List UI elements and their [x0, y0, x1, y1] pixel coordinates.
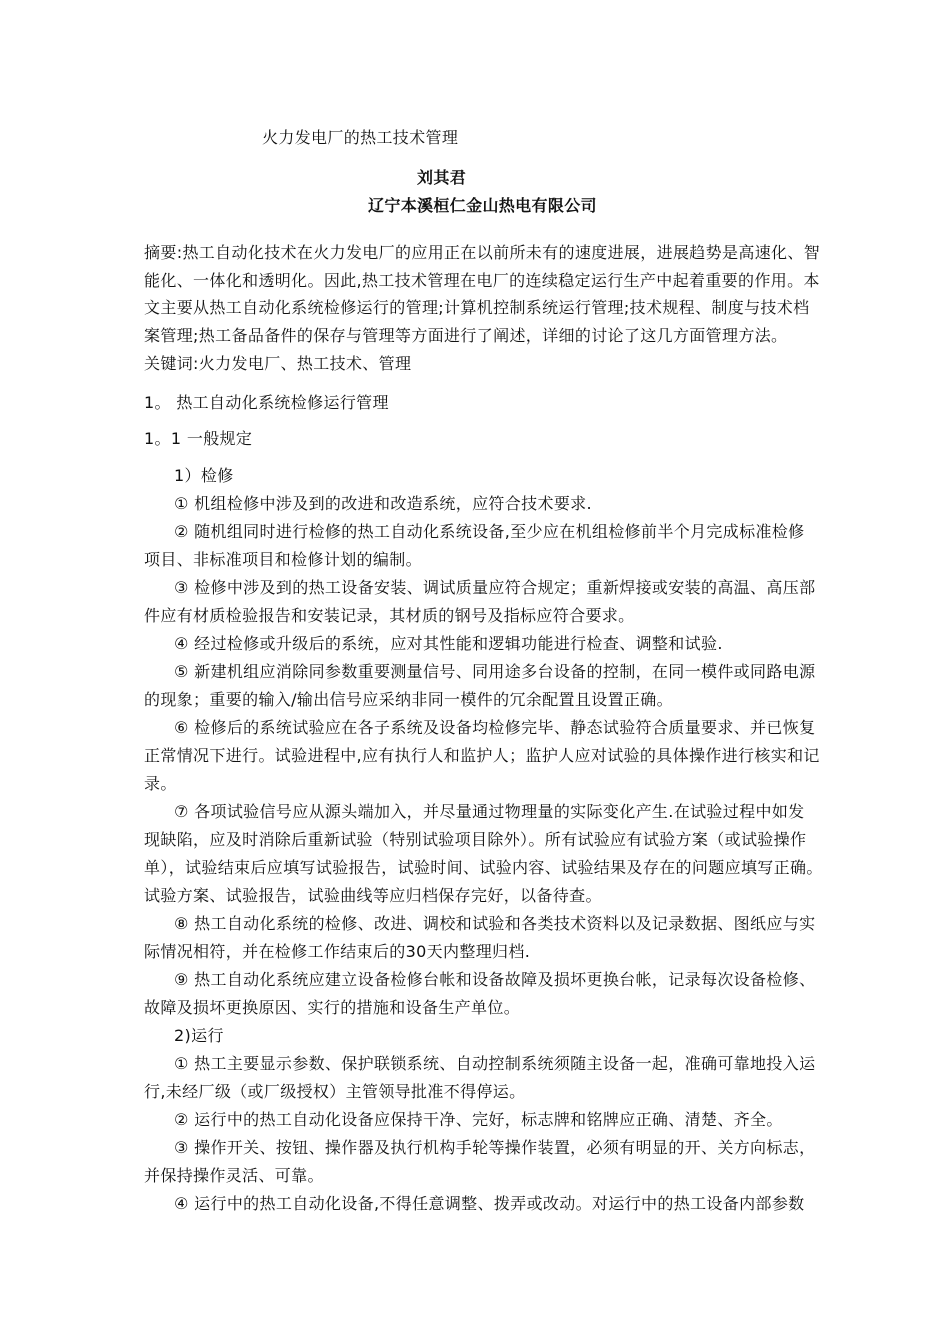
organization-name: 辽宁本溪桓仁金山热电有限公司: [368, 196, 597, 215]
body-line: 单），试验结束后应填写试验报告，试验时间、试验内容、试验结果及存在的问题应填写正确。: [144, 858, 823, 877]
body-line: ④ 运行中的热工自动化设备,不得任意调整、拨弄或改动。对运行中的热工设备内部参数: [174, 1194, 805, 1213]
body-line: ④ 经过检修或升级后的系统，应对其性能和逻辑功能进行检查、调整和试验.: [174, 634, 723, 653]
body-line: 的现象；重要的输入/输出信号应采纳非同一模件的冗余配置且设置正确。: [144, 690, 673, 709]
body-line: ① 机组检修中涉及到的改进和改造系统，应符合技术要求.: [174, 494, 592, 513]
body-line: ② 运行中的热工自动化设备应保持干净、完好，标志牌和铭牌应正确、清楚、齐全。: [174, 1110, 783, 1129]
abstract-line: 案管理;热工备品备件的保存与管理等方面进行了阐述，详细的讨论了这几方面管理方法。: [144, 326, 788, 345]
abstract-line: 摘要:热工自动化技术在火力发电厂的应用正在以前所未有的速度进展，进展趋势是高速化、智: [144, 243, 821, 262]
body-line: 现缺陷，应及时消除后重新试验（特别试验项目除外）。所有试验应有试验方案（或试验操作: [144, 830, 807, 849]
body-line: 并保持操作灵活、可靠。: [144, 1166, 324, 1185]
body-line: 故障及损坏更换原因、实行的措施和设备生产单位。: [144, 998, 521, 1017]
body-line: 正常情况下进行。试验进程中,应有执行人和监护人；监护人应对试验的具体操作进行核实和记: [144, 746, 820, 765]
document-title: 火力发电厂的热工技术管理: [262, 128, 459, 147]
author-name: 刘其君: [417, 168, 467, 187]
abstract-line: 文主要从热工自动化系统检修运行的管理;计算机控制系统运行管理;技术规程、制度与技术档: [144, 298, 810, 317]
body-line: 试验方案、试验报告，试验曲线等应归档保存完好，以备待查。: [144, 886, 602, 905]
subsection-heading: 1。1 一般规定: [144, 429, 253, 448]
body-line: ⑤ 新建机组应消除同参数重要测量信号、同用途多台设备的控制，在同一模件或同路电源: [174, 662, 816, 681]
body-line: ③ 操作开关、按钮、操作器及执行机构手轮等操作装置，必须有明显的开、关方向标志，: [174, 1138, 816, 1157]
body-line: ⑨ 热工自动化系统应建立设备检修台帐和设备故障及损坏更换台帐，记录每次设备检修、: [174, 970, 816, 989]
body-line: 际情况相符，并在检修工作结束后的30天内整理归档.: [144, 942, 531, 961]
operation-heading: 2)运行: [174, 1026, 224, 1045]
body-line: ① 热工主要显示参数、保护联锁系统、自动控制系统须随主设备一起，准确可靠地投入运: [174, 1054, 816, 1073]
body-line: ③ 检修中涉及到的热工设备安装、调试质量应符合规定；重新焊接或安装的高温、高压部: [174, 578, 816, 597]
maintenance-heading: 1）检修: [174, 466, 234, 485]
section-heading: 1。 热工自动化系统检修运行管理: [144, 393, 389, 412]
body-line: 项目、非标准项目和检修计划的编制。: [144, 550, 422, 569]
body-line: 录。: [144, 774, 177, 793]
keywords-line: 关键词:火力发电厂、热工技术、管理: [144, 354, 412, 373]
body-line: ⑧ 热工自动化系统的检修、改进、调校和试验和各类技术资料以及记录数据、图纸应与实: [174, 914, 816, 933]
body-line: 行,未经厂级（或厂级授权）主管领导批准不得停运。: [144, 1082, 526, 1101]
body-line: ⑦ 各项试验信号应从源头端加入，并尽量通过物理量的实际变化产生.在试验过程中如发: [174, 802, 805, 821]
abstract-line: 能化、一体化和透明化。因此,热工技术管理在电厂的连续稳定运行生产中起着重要的作用。本: [144, 271, 820, 290]
body-line: 件应有材质检验报告和安装记录，其材质的钢号及指标应符合要求。: [144, 606, 635, 625]
body-line: ⑥ 检修后的系统试验应在各子系统及设备均检修完毕、静态试验符合质量要求、并已恢复: [174, 718, 816, 737]
body-line: ② 随机组同时进行检修的热工自动化系统设备,至少应在机组检修前半个月完成标准检修: [174, 522, 805, 541]
